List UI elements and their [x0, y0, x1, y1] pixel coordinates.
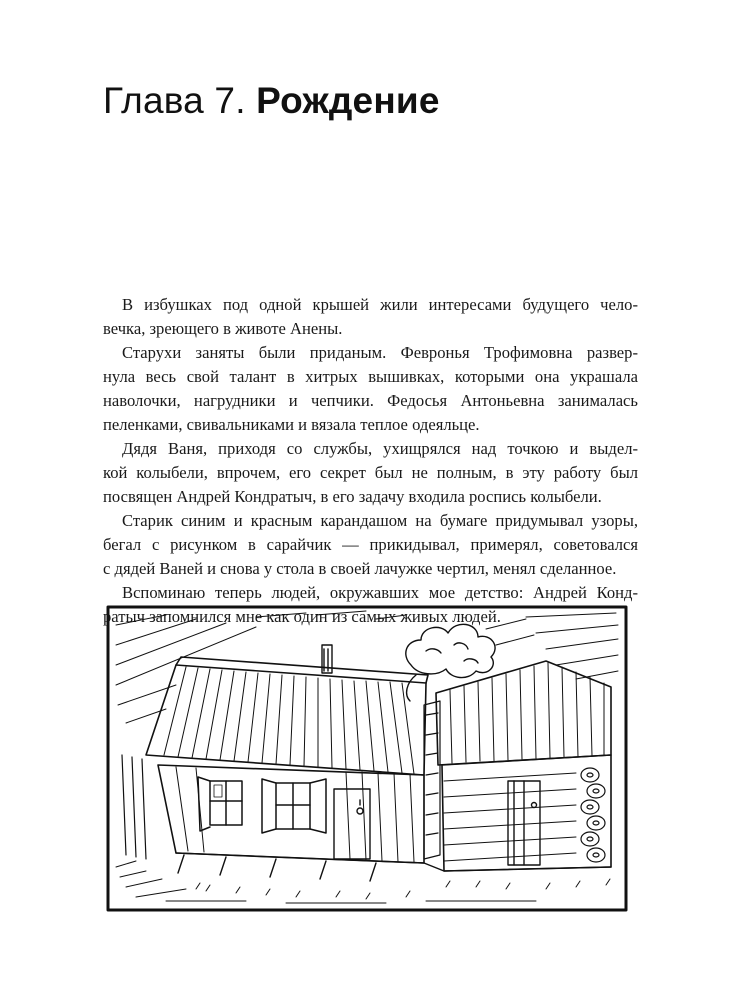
foundation	[176, 853, 611, 881]
left-roof-planks	[164, 667, 414, 774]
text-line: Дядя Ваня, приходя со службы, ухищрялся над точкою и выдел-	[122, 439, 638, 458]
chimney	[322, 645, 332, 673]
text-line: вечка, зреющего в животе Анены.	[103, 319, 343, 338]
ground-grass	[116, 861, 610, 903]
paragraph	[103, 293, 638, 341]
paragraph	[103, 437, 638, 509]
log-ends	[581, 768, 605, 862]
right-house-logs	[444, 773, 576, 861]
text-line: Старухи заняты были приданым. Февронья Трофимовна развер-	[122, 343, 638, 362]
text-line: В избушках под одной крышей жили интересами будущего чело-	[122, 295, 638, 314]
text-line: наволочки, нагрудники и чепчики. Федосья Антоньевна занималась	[103, 391, 638, 410]
house-illustration	[106, 605, 628, 912]
text-line: нула весь свой талант в хитрых вышивках, которыми она украшала	[103, 367, 638, 386]
left-window	[198, 777, 242, 831]
right-roof	[436, 661, 611, 765]
left-fence	[122, 755, 146, 859]
chapter-title	[103, 80, 440, 122]
text-line: бегал с рисунком в сарайчик — прикидывал, примерял, советовался	[103, 535, 638, 554]
text-line: кой колыбели, впрочем, его секрет был не полным, в эту работу был	[103, 463, 638, 482]
text-line: ратыч запомнился мне как один из самых живых людей.	[103, 607, 501, 626]
paragraph	[103, 341, 638, 437]
chapter-number: Глава 7.	[103, 80, 246, 121]
text-line: Старик синим и красным карандашом на бумаге придумывал узоры,	[122, 511, 638, 530]
left-roof	[146, 657, 428, 775]
text-line: Вспоминаю теперь людей, окружавших мое детство: Андрей Конд-	[122, 583, 638, 602]
text-line: с дядей Ваней и снова у стола в своей лачужке чертил, менял сделанное.	[103, 559, 617, 578]
sky-hatching	[116, 611, 618, 723]
paragraph	[103, 509, 638, 581]
text-line: пеленками, свивальниками и вязала теплое одеяльце.	[103, 415, 480, 434]
center-window	[262, 779, 326, 833]
body-text	[103, 293, 638, 629]
text-line: посвящен Андрей Кондратыч, в его задачу входила роспись колыбели.	[103, 487, 602, 506]
house-sketch-svg	[106, 605, 628, 912]
chapter-name: Рождение	[256, 80, 440, 121]
